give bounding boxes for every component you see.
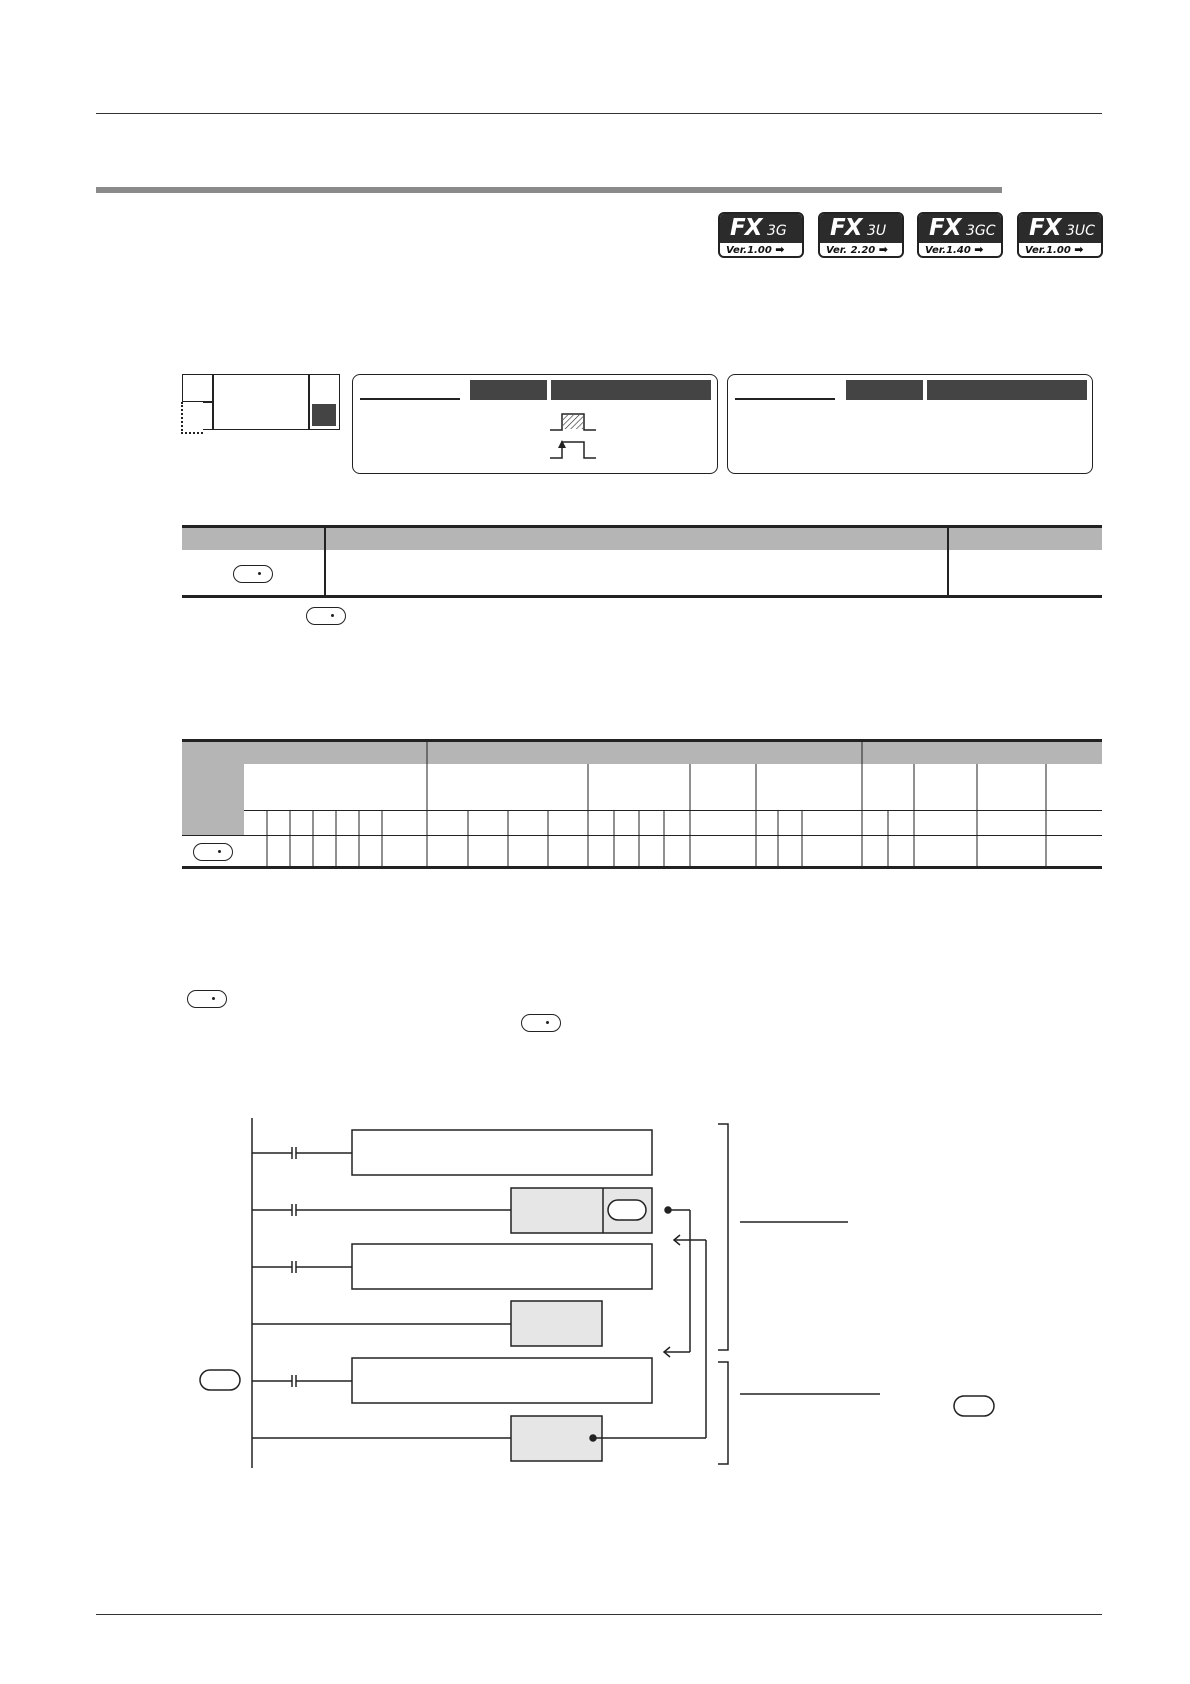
header-rule xyxy=(96,113,1102,114)
arrow-right-icon: ➡ xyxy=(878,243,888,256)
arrow-right-icon: ➡ xyxy=(974,243,984,256)
table-header-row xyxy=(182,528,1102,550)
divider xyxy=(212,374,214,430)
panel-header-cell xyxy=(470,380,547,400)
divider xyxy=(308,374,310,430)
operand-device-symbol xyxy=(306,607,346,625)
section-heading-bar xyxy=(96,187,1002,193)
device-table-grid xyxy=(244,742,1102,868)
panel-header-cell xyxy=(551,380,711,400)
operand-device-symbol xyxy=(521,1014,561,1032)
footer-rule xyxy=(96,1614,1102,1615)
panel-header-cell xyxy=(927,380,1087,400)
device-table-corner xyxy=(182,742,244,835)
ladder-program-diagram xyxy=(180,1118,1100,1470)
version-badge-fx3uc: FX 3UC Ver.1.00 ➡ xyxy=(1017,212,1103,258)
dotted-corner xyxy=(181,402,203,434)
version-badge-fx3gc: FX 3GC Ver.1.40 ➡ xyxy=(917,212,1003,258)
arrow-right-icon: ➡ xyxy=(775,243,785,256)
operand-device-symbol xyxy=(193,843,233,861)
col-divider xyxy=(324,528,326,597)
col-divider xyxy=(947,528,949,597)
table-bottom-rule xyxy=(182,595,1102,598)
operand-device-symbol xyxy=(233,565,273,583)
panel-label-underline xyxy=(735,398,835,400)
version-badge-fx3u: FX 3U Ver. 2.20 ➡ xyxy=(818,212,904,258)
pulse-marker-square xyxy=(312,404,336,426)
panel-header-cell xyxy=(846,380,923,400)
panel-label-underline xyxy=(360,398,460,400)
pulse-waveform-icon xyxy=(548,406,600,462)
arrow-right-icon: ➡ xyxy=(1074,243,1084,256)
operand-device-symbol xyxy=(187,990,227,1008)
version-badge-fx3g: FX 3G Ver.1.00 ➡ xyxy=(718,212,804,258)
